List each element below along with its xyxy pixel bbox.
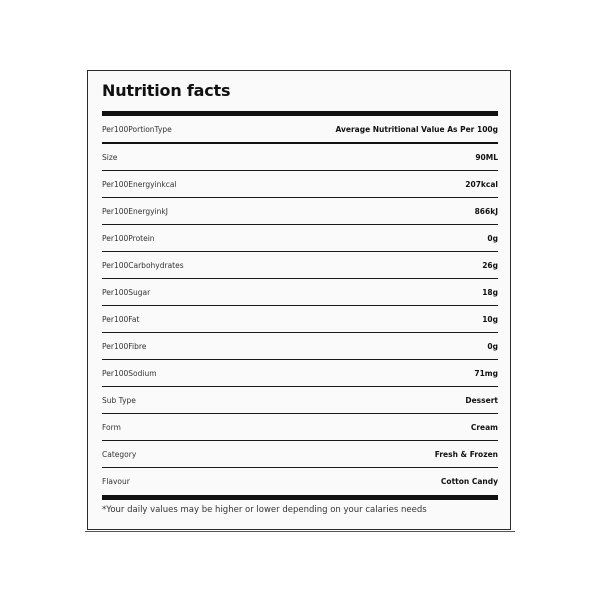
- row-label: Form: [102, 422, 121, 432]
- row-value: 0g: [487, 233, 498, 243]
- row-label: Per100PortionType: [102, 124, 172, 134]
- nutrition-row-sugar: [102, 279, 498, 306]
- card-bottom-edge-line: [85, 531, 515, 532]
- row-label: Sub Type: [102, 395, 136, 405]
- nutrition-row-energy-kj: [102, 198, 498, 225]
- nutrition-row-protein: [102, 225, 498, 252]
- row-label: Per100Protein: [102, 233, 155, 243]
- daily-values-footnote: *Your daily values may be higher or lower depending on your calaries needs: [102, 505, 427, 515]
- row-label: Size: [102, 152, 118, 162]
- nutrition-table: [102, 116, 498, 494]
- row-value: 866kJ: [474, 206, 498, 216]
- row-label: Per100Energyinkcal: [102, 179, 177, 189]
- row-value: 207kcal: [465, 179, 498, 189]
- row-label: Per100Fibre: [102, 341, 147, 351]
- nutrition-row-sub-type: [102, 387, 498, 414]
- nutrition-facts-title: Nutrition facts: [102, 81, 231, 100]
- nutrition-row-size: [102, 144, 498, 171]
- nutrition-row-portion-type: [102, 116, 498, 144]
- row-label: Per100EnergyinkJ: [102, 206, 168, 216]
- nutrition-row-category: [102, 441, 498, 468]
- row-value: Cotton Candy: [440, 476, 498, 486]
- row-value: 26g: [482, 260, 498, 270]
- row-label: Per100Carbohydrates: [102, 260, 184, 270]
- row-label: Category: [102, 449, 137, 459]
- nutrition-row-fibre: [102, 333, 498, 360]
- nutrition-row-energy-kcal: [102, 171, 498, 198]
- nutrition-row-carbohydrates: [102, 252, 498, 279]
- row-value: Dessert: [465, 395, 498, 405]
- nutrition-row-sodium: [102, 360, 498, 387]
- nutrition-row-form: [102, 414, 498, 441]
- row-value: Fresh & Frozen: [434, 449, 498, 459]
- row-value: 0g: [487, 341, 498, 351]
- row-value: 10g: [482, 314, 498, 324]
- row-label: Flavour: [102, 476, 130, 486]
- nutrition-facts-card: [87, 70, 511, 530]
- row-label: Per100Sodium: [102, 368, 157, 378]
- nutrition-row-fat: [102, 306, 498, 333]
- row-value: Cream: [470, 422, 498, 432]
- row-value: 71mg: [474, 368, 498, 378]
- bottom-thick-divider: [102, 495, 498, 500]
- row-value: 90ML: [475, 152, 498, 162]
- row-value: Average Nutritional Value As Per 100g: [335, 124, 498, 134]
- row-label: Per100Fat: [102, 314, 140, 324]
- nutrition-row-flavour: [102, 468, 498, 494]
- row-label: Per100Sugar: [102, 287, 151, 297]
- row-value: 18g: [482, 287, 498, 297]
